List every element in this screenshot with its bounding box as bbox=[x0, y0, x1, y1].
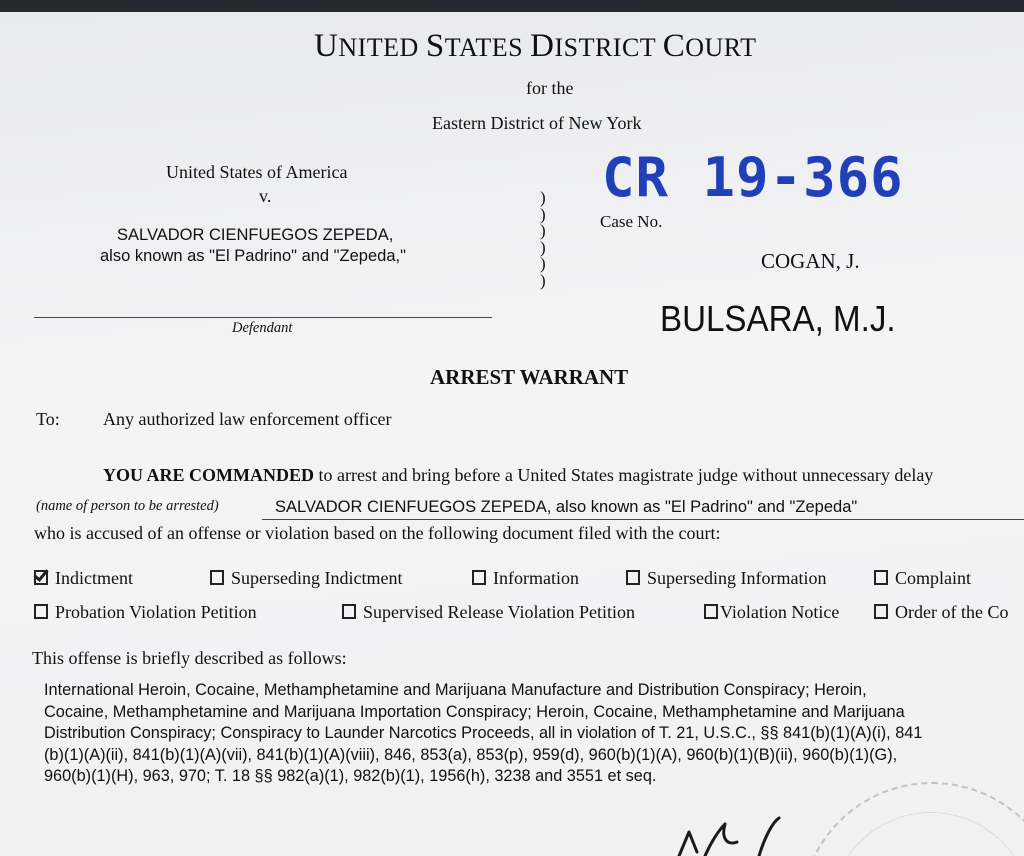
judge-name: COGAN, J. bbox=[761, 249, 860, 273]
checked-box-icon bbox=[34, 570, 48, 585]
offense-line: International Heroin, Cocaine, Methamphetamine and Marijuana Manufacture and Distribution Conspiracy; Heroin, bbox=[44, 681, 867, 699]
checkbox-icon bbox=[34, 604, 48, 619]
offense-line: Distribution Conspiracy; Conspiracy to Launder Narcotics Proceeds, all in violation of T. 21, U.S.C., §§ 841(b)(1)(A)(i), 841 bbox=[44, 724, 923, 742]
offense-line: 960(b)(1)(H), 963, 970; T. 18 §§ 982(a)(1), 982(b)(1), 1956(h), 3238 and 3551 et seq. bbox=[44, 767, 657, 785]
defendant-signature-line bbox=[34, 317, 492, 318]
checkbox-icon bbox=[704, 604, 718, 619]
checkbox-icon bbox=[626, 570, 640, 585]
person-label: (name of person to be arrested) bbox=[36, 498, 219, 514]
command-bold: YOU ARE COMMANDED bbox=[103, 465, 314, 485]
defendant-label: Defendant bbox=[232, 320, 293, 336]
command-text bbox=[103, 465, 933, 486]
offense-description bbox=[44, 680, 1024, 788]
checkbox-icon bbox=[210, 570, 224, 585]
versus: v. bbox=[259, 186, 272, 206]
person-value: SALVADOR CIENFUEGOS ZEPEDA, also known as "El Padrino" and "Zepeda" bbox=[275, 498, 858, 516]
magistrate-judge: BULSARA, M.J. bbox=[660, 298, 896, 339]
to-label: To: bbox=[36, 409, 60, 429]
defendant-aka: also known as "El Padrino" and "Zepeda," bbox=[100, 247, 406, 265]
doc-indictment: Indictment bbox=[34, 568, 133, 589]
checkbox-icon bbox=[342, 604, 356, 619]
caption-parens: ) ) ) ) ) ) bbox=[540, 188, 546, 290]
doc-complaint: Complaint bbox=[874, 568, 971, 589]
doc-superseding-information: Superseding Information bbox=[626, 568, 826, 589]
to-value: Any authorized law enforcement officer bbox=[103, 409, 392, 429]
doc-supervised-release: Supervised Release Violation Petition bbox=[342, 602, 635, 623]
offense-line: Cocaine, Methamphetamine and Marijuana Importation Conspiracy; Heroin, Cocaine, Methamphetamine and Marijuana bbox=[44, 702, 905, 721]
court-title: UNITED STATES DISTRICT COURT bbox=[314, 28, 757, 64]
signature-icon bbox=[675, 812, 805, 856]
doc-superseding-indictment: Superseding Indictment bbox=[210, 568, 402, 589]
defendant-name: SALVADOR CIENFUEGOS ZEPEDA, bbox=[117, 226, 394, 244]
checkbox-icon bbox=[472, 570, 486, 585]
case-number-stamp: CR 19-366 bbox=[602, 146, 904, 209]
case-no-label: Case No. bbox=[600, 212, 663, 231]
person-line bbox=[262, 519, 1024, 520]
checkbox-icon bbox=[874, 604, 888, 619]
offense-intro: This offense is briefly described as follows: bbox=[32, 648, 347, 668]
accused-text: who is accused of an offense or violation based on the following document filed with the court: bbox=[34, 523, 721, 543]
checkbox-icon bbox=[874, 570, 888, 585]
district-name: Eastern District of New York bbox=[432, 113, 642, 133]
command-rest: to arrest and bring before a United States magistrate judge without unnecessary delay bbox=[314, 465, 934, 485]
doc-information: Information bbox=[472, 568, 579, 589]
plaintiff-name: United States of America bbox=[166, 162, 348, 182]
for-the: for the bbox=[526, 78, 574, 98]
doc-order-of-court: Order of the Co bbox=[874, 602, 1008, 623]
offense-line: (b)(1)(A)(ii), 841(b)(1)(A)(vii), 841(b)(1)(A)(viii), 846, 853(a), 853(p), 959(d), 960(b)(1)(A), 960(b)(1)(B)(ii), 960(b)(1)(G), bbox=[44, 745, 898, 764]
warrant-title: ARREST WARRANT bbox=[430, 365, 629, 389]
warrant-document bbox=[0, 12, 1024, 856]
doc-probation-violation: Probation Violation Petition bbox=[34, 602, 257, 623]
top-bezel bbox=[0, 0, 1024, 12]
doc-violation-notice: Violation Notice bbox=[704, 602, 839, 623]
